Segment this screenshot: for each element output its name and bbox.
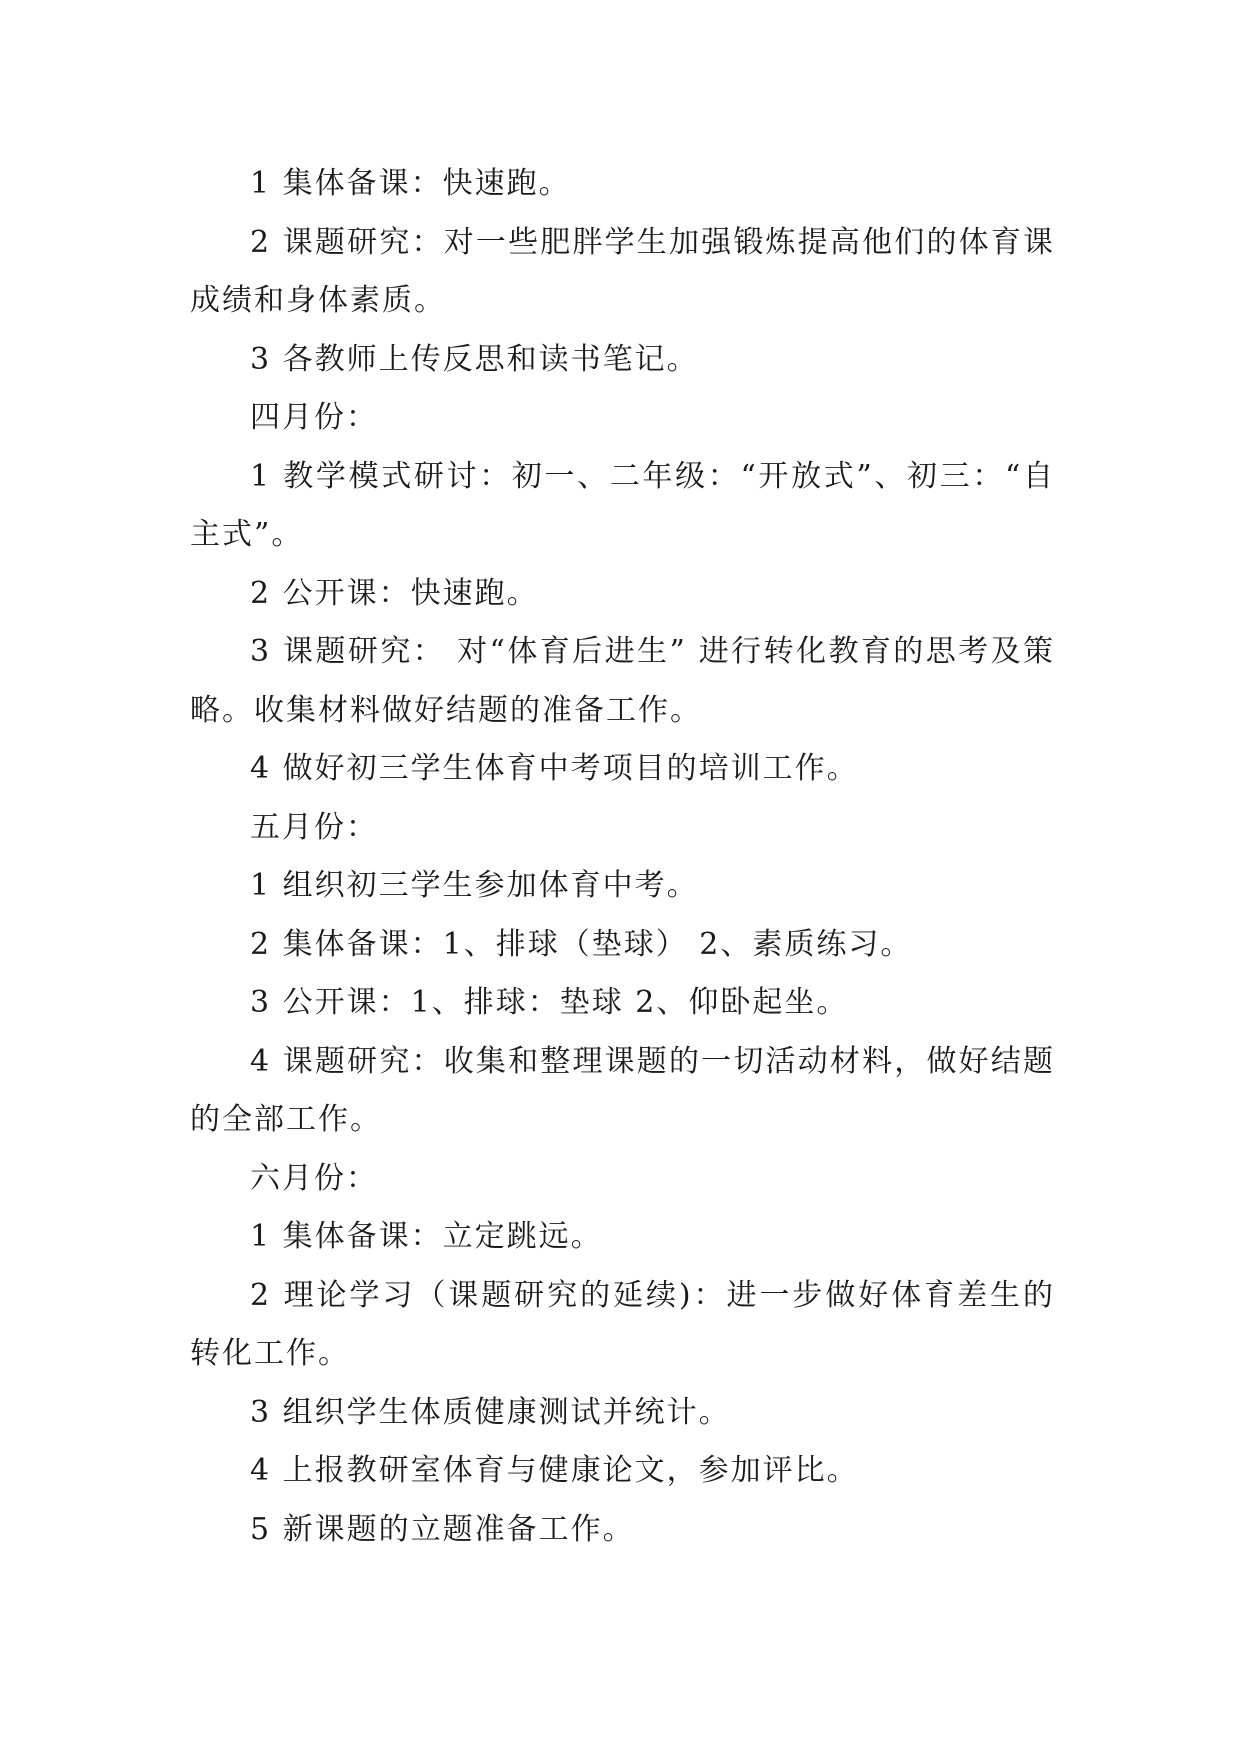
paragraph: 3 课题研究： 对“体育后进生” 进行转化教育的思考及策略。收集材料做好结题的准备工作。 (190, 634, 1055, 728)
paragraph: 1 组织初三学生参加体育中考。 (250, 868, 699, 903)
paragraph: 3 公开课：1、排球：垫球 2、仰卧起坐。 (250, 985, 849, 1020)
paragraph: 2 课题研究：对一些肥胖学生加强锻炼提高他们的体育课成绩和身体素质。 (190, 224, 1055, 318)
paragraph: 2 理论学习（课题研究的延续)：进一步做好体育差生的转化工作。 (190, 1277, 1055, 1371)
section-heading-april: 四月份： (250, 400, 378, 435)
paragraph: 3 各教师上传反思和读书笔记。 (250, 341, 699, 377)
document-body (190, 155, 1055, 1559)
paragraph: 1 集体备课：立定跳远。 (250, 1219, 603, 1254)
section-heading-june: 六月份： (250, 1160, 378, 1196)
paragraph: 1 教学模式研讨：初一、二年级：“开放式”、初三：“自主式”。 (190, 458, 1055, 552)
paragraph: 2 集体备课：1、排球（垫球） 2、素质练习。 (250, 926, 913, 962)
paragraph: 4 上报教研室体育与健康论文，参加评比。 (250, 1453, 859, 1488)
paragraph: 3 组织学生体质健康测试并统计。 (250, 1394, 731, 1430)
paragraph: 4 课题研究：收集和整理课题的一切活动材料，做好结题的全部工作。 (190, 1043, 1055, 1137)
paragraph: 5 新课题的立题准备工作。 (250, 1511, 635, 1547)
section-heading-may: 五月份： (250, 809, 378, 845)
paragraph: 4 做好初三学生体育中考项目的培训工作。 (250, 751, 859, 786)
paragraph: 2 公开课：快速跑。 (250, 575, 539, 611)
paragraph: 1 集体备课：快速跑。 (250, 166, 571, 201)
